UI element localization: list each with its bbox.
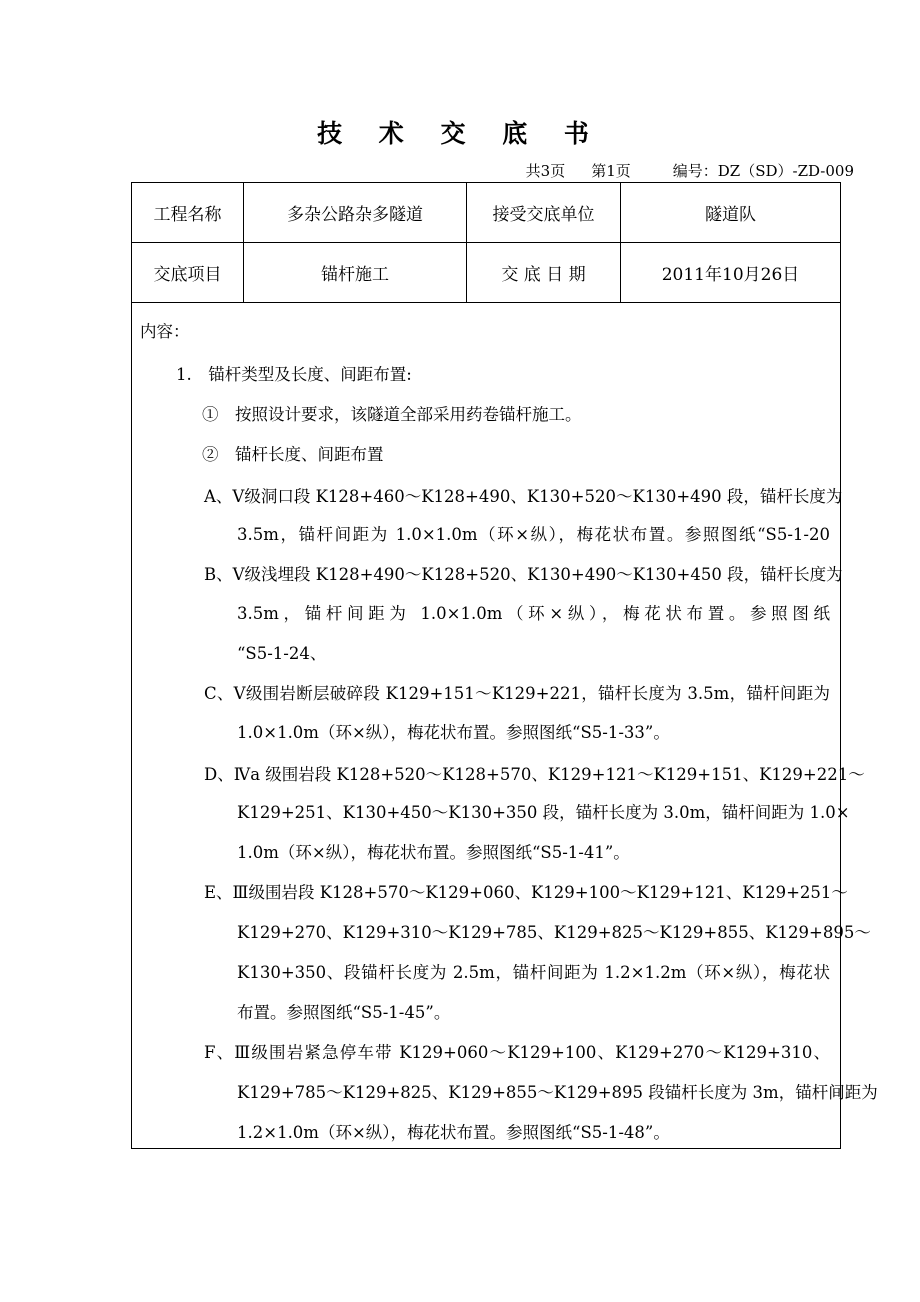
- briefing-date-value: 2011年10月26日: [621, 243, 841, 303]
- receiving-unit-label: 接受交底单位: [467, 183, 621, 243]
- paragraph-line: K129+785～K129+825、K129+855～K129+895 段锚杆长度为 3m，锚杆间距为: [237, 1083, 878, 1102]
- receiving-unit-value: 隧道队: [621, 183, 841, 243]
- document-title: 技 术 交 底 书: [317, 119, 603, 148]
- info-row-project: [132, 183, 841, 243]
- project-name-value: 多杂公路杂多隧道: [244, 183, 467, 243]
- briefing-date-label: 交 底 日 期: [467, 243, 621, 303]
- paragraph-line: F、Ⅲ级围岩紧急停车带 K129+060～K129+100、K129+270～K129+310、: [204, 1043, 830, 1062]
- paragraph-line: “S5-1-24、: [237, 644, 327, 663]
- document-meta: [500, 160, 854, 181]
- paragraph-line: 1.0m（环×纵），梅花状布置。参照图纸“S5-1-41”。: [237, 843, 630, 862]
- paragraph-line: K129+270、K129+310～K129+785、K129+825～K129+855、K129+895～: [237, 923, 871, 942]
- briefing-item-label: 交底项目: [132, 243, 244, 303]
- content-heading: 内容：: [140, 322, 190, 341]
- paragraph-line: D、Ⅳa 级围岩段 K128+520～K128+570、K129+121～K129+151、K129+221～: [204, 765, 865, 784]
- list-item: ① 按照设计要求，该隧道全部采用药卷锚杆施工。: [202, 405, 582, 424]
- paragraph-line: 布置。参照图纸“S5-1-45”。: [237, 1003, 451, 1022]
- briefing-item-value: 锚杆施工: [244, 243, 467, 303]
- page-total: 共3页: [525, 162, 566, 180]
- info-table: [131, 182, 841, 303]
- paragraph-line: K129+251、K130+450～K130+350 段，锚杆长度为 3.0m，锚杆间距为 1.0×: [237, 803, 850, 822]
- page-number: 第1页: [591, 162, 631, 180]
- paragraph-line: B、Ⅴ级浅埋段 K128+490～K128+520、K130+490～K130+450 段，锚杆长度为: [204, 565, 843, 584]
- paragraph-line: 1.0×1.0m（环×纵），梅花状布置。参照图纸“S5-1-33”。: [237, 723, 670, 742]
- list-item: ② 锚杆长度、间距布置: [202, 445, 384, 464]
- paragraph-line: A、Ⅴ级洞口段 K128+460～K128+490、K130+520～K130+490 段，锚杆长度为: [204, 487, 843, 506]
- paragraph-line: 1.2×1.0m（环×纵），梅花状布置。参照图纸“S5-1-48”。: [237, 1123, 670, 1142]
- section-heading: 1. 锚杆类型及长度、间距布置:: [176, 365, 412, 384]
- document-code: 编号：DZ（SD）-ZD-009: [672, 162, 854, 180]
- paragraph-line: 3.5m，锚杆间距为 1.0×1.0m（环×纵），梅花状布置。参照图纸: [237, 604, 830, 623]
- project-name-label: 工程名称: [132, 183, 244, 243]
- paragraph-line: K130+350、段锚杆长度为 2.5m，锚杆间距为 1.2×1.2m（环×纵），梅花状: [237, 963, 830, 982]
- paragraph-line: E、Ⅲ级围岩段 K128+570～K129+060、K129+100～K129+121、K129+251～: [204, 883, 848, 902]
- paragraph-line: 3.5m，锚杆间距为 1.0×1.0m（环×纵），梅花状布置。参照图纸“S5-1-20: [237, 525, 830, 544]
- info-row-item: [132, 243, 841, 303]
- paragraph-line: C、Ⅴ级围岩断层破碎段 K129+151～K129+221，锚杆长度为 3.5m，锚杆间距为: [204, 684, 830, 703]
